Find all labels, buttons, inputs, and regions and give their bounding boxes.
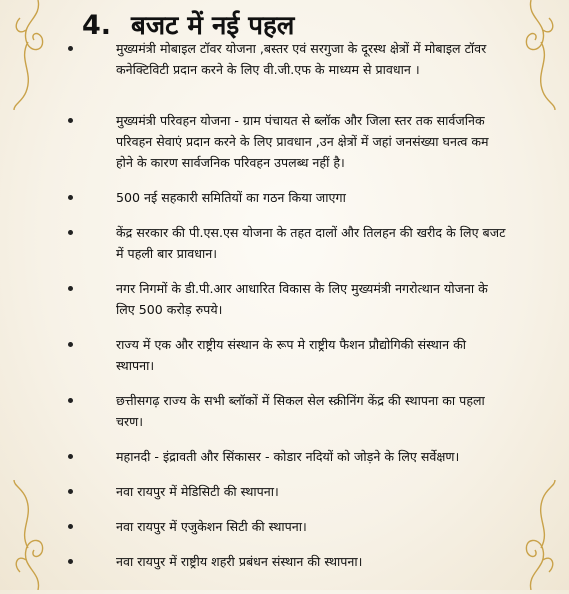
list-item [68,187,508,208]
bullet-dot-icon [68,46,73,51]
page-title [82,6,294,42]
ornament-bottom-right-icon [515,480,561,590]
list-item [68,110,508,173]
list-item-text: छत्तीसगढ़ राज्य के सभी ब्लॉकों में सिकल सेल स्क्रीनिंग केंद्र की स्थापना का पहला चरण। [116,393,485,429]
list-item [68,278,508,320]
initiatives-list [68,38,508,572]
list-item [68,334,508,376]
bullet-dot-icon [68,559,73,564]
bullet-dot-icon [68,524,73,529]
list-item-text: मुख्यमंत्री परिवहन योजना - ग्राम पंचायत से ब्लॉक और जिला स्तर तक सार्वजनिक परिवहन सेवाएं प्रदान करने के लिए प्रावधान ,उन क्षेत्रों में जहां जनसंख्या घनत्व कम होने के कारण सार्वजनिक परिवहन उपलब्ध नहीं है। [116,113,489,170]
bullet-dot-icon [68,342,73,347]
list-item-text: 500 नई सहकारी समितियों का गठन किया जाएगा [116,190,346,205]
list-item [68,551,508,572]
bullet-dot-icon [68,454,73,459]
bullet-dot-icon [68,286,73,291]
bullet-dot-icon [68,398,73,403]
list-item-text: केंद्र सरकार की पी.एस.एस योजना के तहत दालों और तिलहन की खरीद के लिए बजट में पहली बार प्रावधान। [116,225,506,261]
ornament-top-right-icon [515,0,561,110]
list-item [68,390,508,432]
section-title: बजट में नई पहल [131,11,295,41]
list-item-text: मुख्यमंत्री मोबाइल टॉवर योजना ,बस्तर एवं सरगुजा के दूरस्थ क्षेत्रों में मोबाइल टॉवर कनेक्टिविटी प्रदान करने के लिए वी.जी.एफ के माध्यम से प्रावधान । [116,41,487,77]
list-item [68,446,508,467]
list-item-text: नवा रायपुर में एजुकेशन सिटी की स्थापना। [116,519,307,534]
list-item-text: नवा रायपुर में मेडिसिटी की स्थापना। [116,484,279,499]
bullet-dot-icon [68,118,73,123]
ornament-top-left-icon [8,0,54,110]
list-item [68,516,508,537]
list-item [68,481,508,502]
list-item [68,38,508,80]
bullet-dot-icon [68,489,73,494]
bullet-dot-icon [68,230,73,235]
section-number: 4. [82,10,112,41]
list-item [68,222,508,264]
list-item-text: राज्य में एक और राष्ट्रीय संस्थान के रूप मे राष्ट्रीय फैशन प्रौद्योगिकी संस्थान की स्थापना। [116,337,466,373]
bullet-dot-icon [68,195,73,200]
list-item-text: नगर निगमों के डी.पी.आर आधारित विकास के लिए मुख्यमंत्री नगरोत्थान योजना के लिए 500 करोड़ रुपये। [116,281,488,317]
list-item-text: महानदी - इंद्रावती और सिंकासर - कोडार नदियों को जोड़ने के लिए सर्वेक्षण। [116,449,460,464]
ornament-bottom-left-icon [8,480,54,590]
list-item-text: नवा रायपुर में राष्ट्रीय शहरी प्रबंधन संस्थान की स्थापना। [116,554,363,569]
